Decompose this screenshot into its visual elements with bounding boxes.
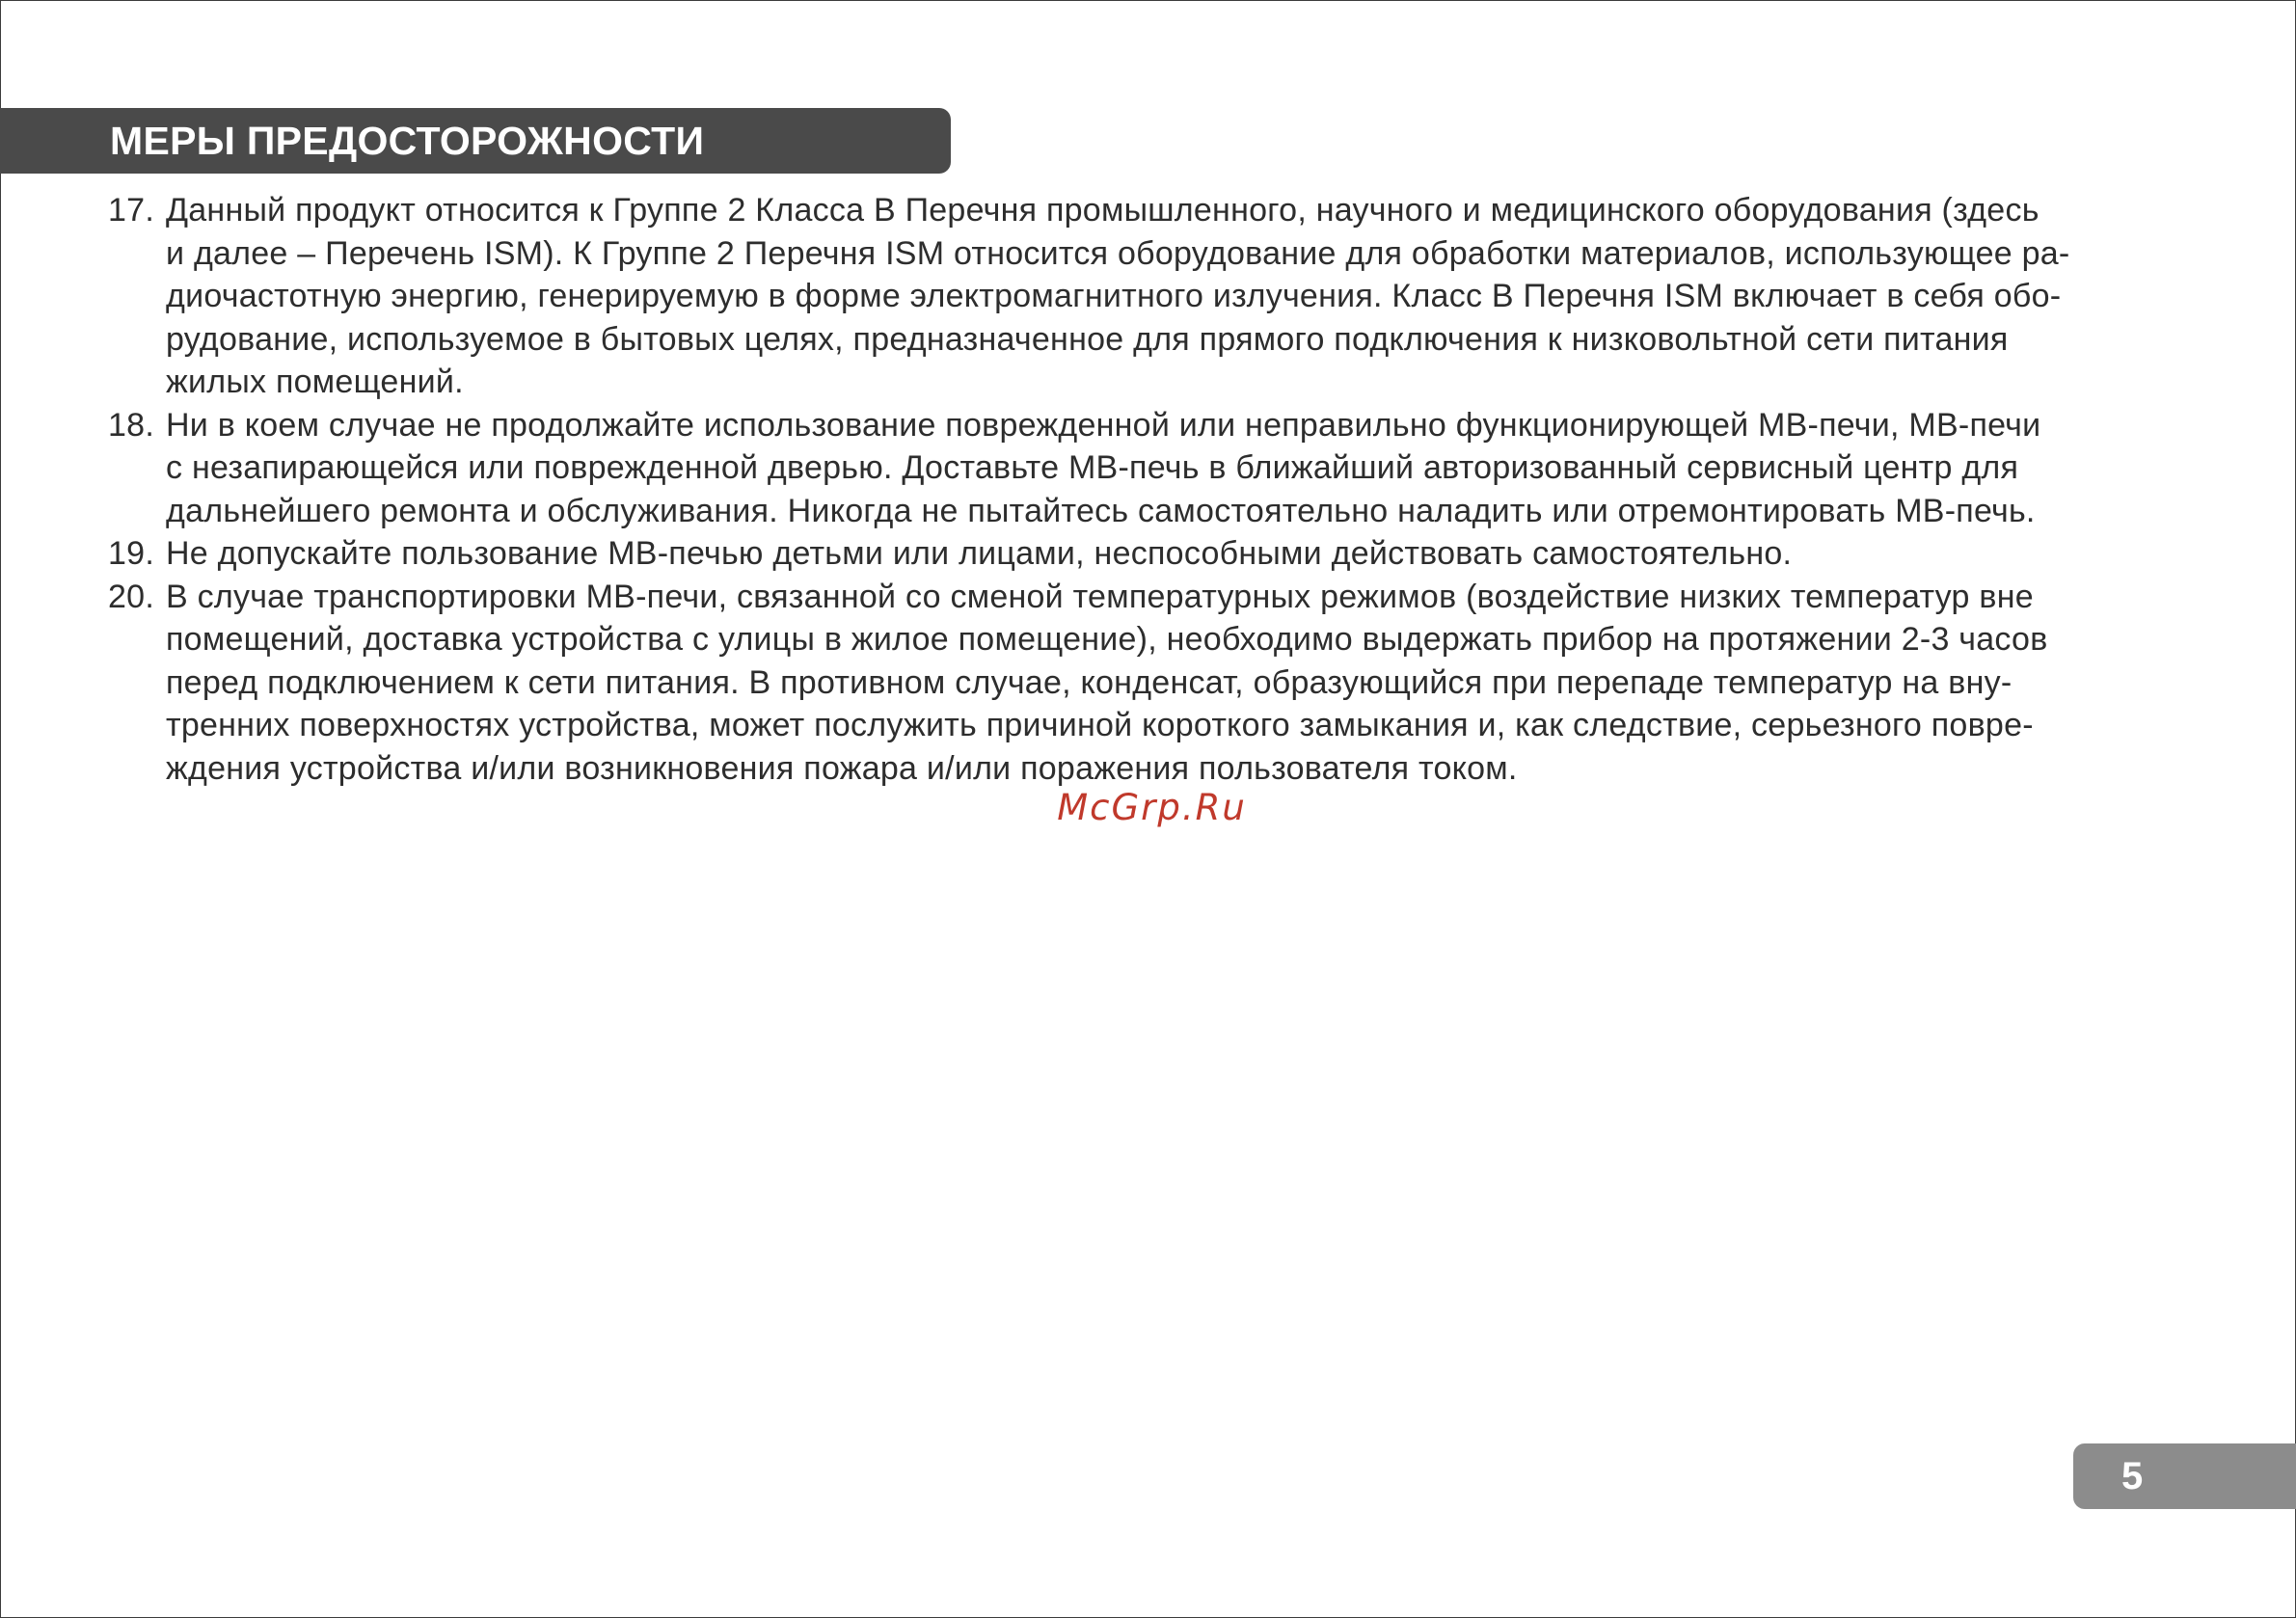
item-text-line: Данный продукт относится к Группе 2 Класса В Перечня промышленного, научного и медицинского оборудования (здесь bbox=[166, 192, 2039, 229]
item-text-line: перед подключением к сети питания. В противном случае, конденсат, образующийся при перепаде температур на вну- bbox=[166, 663, 2012, 701]
precautions-list bbox=[108, 189, 2181, 790]
watermark-text: McGrp.Ru bbox=[1057, 787, 1247, 828]
item-number: 18. bbox=[108, 406, 155, 444]
item-text-line: диочастотную энергию, генерируемую в форме электромагнитного излучения. Класс В Перечня ISM включает в себя обо- bbox=[166, 278, 2062, 314]
section-header-bar bbox=[0, 108, 951, 174]
list-item bbox=[108, 404, 2181, 533]
section-title: МЕРЫ ПРЕДОСТОРОЖНОСТИ bbox=[110, 118, 705, 163]
item-text-line: тренних поверхностях устройства, может послужить причиной короткого замыкания и, как следствие, серьезного повре- bbox=[166, 707, 2034, 743]
page-number: 5 bbox=[2121, 1454, 2144, 1497]
item-text-line: Не допускайте пользование МВ-печью детьми или лицами, неспособными действовать самостоятельно. bbox=[166, 535, 1793, 572]
item-number: 17. bbox=[108, 192, 155, 229]
item-number: 20. bbox=[108, 578, 155, 615]
page-number-badge bbox=[2073, 1443, 2296, 1509]
item-text-line: ждения устройства и/или возникновения пожара и/или поражения пользователя током. bbox=[166, 749, 1518, 787]
list-item bbox=[108, 189, 2181, 404]
item-text-line: Ни в коем случае не продолжайте использование поврежденной или неправильно функционирующей МВ-печи, МВ-печи bbox=[166, 406, 2041, 444]
list-item bbox=[108, 576, 2181, 791]
item-text-line: дальнейшего ремонта и обслуживания. Никогда не пытайтесь самостоятельно наладить или отремонтировать МВ-печь. bbox=[166, 492, 2036, 529]
item-text-line: помещений, доставка устройства с улицы в жилое помещение), необходимо выдержать прибор на протяжении 2-3 часов bbox=[166, 621, 2048, 658]
item-text-line: жилых помещений. bbox=[166, 364, 464, 400]
item-text-line: рудование, используемое в бытовых целях, предназначенное для прямого подключения к низковольтной сети питания bbox=[166, 320, 2009, 358]
item-text-line: и далее – Перечень ISM). К Группе 2 Перечня ISM относится оборудование для обработки материалов, использующее ра- bbox=[166, 234, 2070, 272]
item-text-line: В случае транспортировки МВ-печи, связанной со сменой температурных режимов (воздействие низких температур вне bbox=[166, 578, 2034, 615]
item-text-line: с незапирающейся или поврежденной дверью. Доставьте МВ-печь в ближайший авторизованный сервисный центр для bbox=[166, 449, 2019, 486]
item-number: 19. bbox=[108, 535, 155, 572]
list-item bbox=[108, 532, 2181, 576]
